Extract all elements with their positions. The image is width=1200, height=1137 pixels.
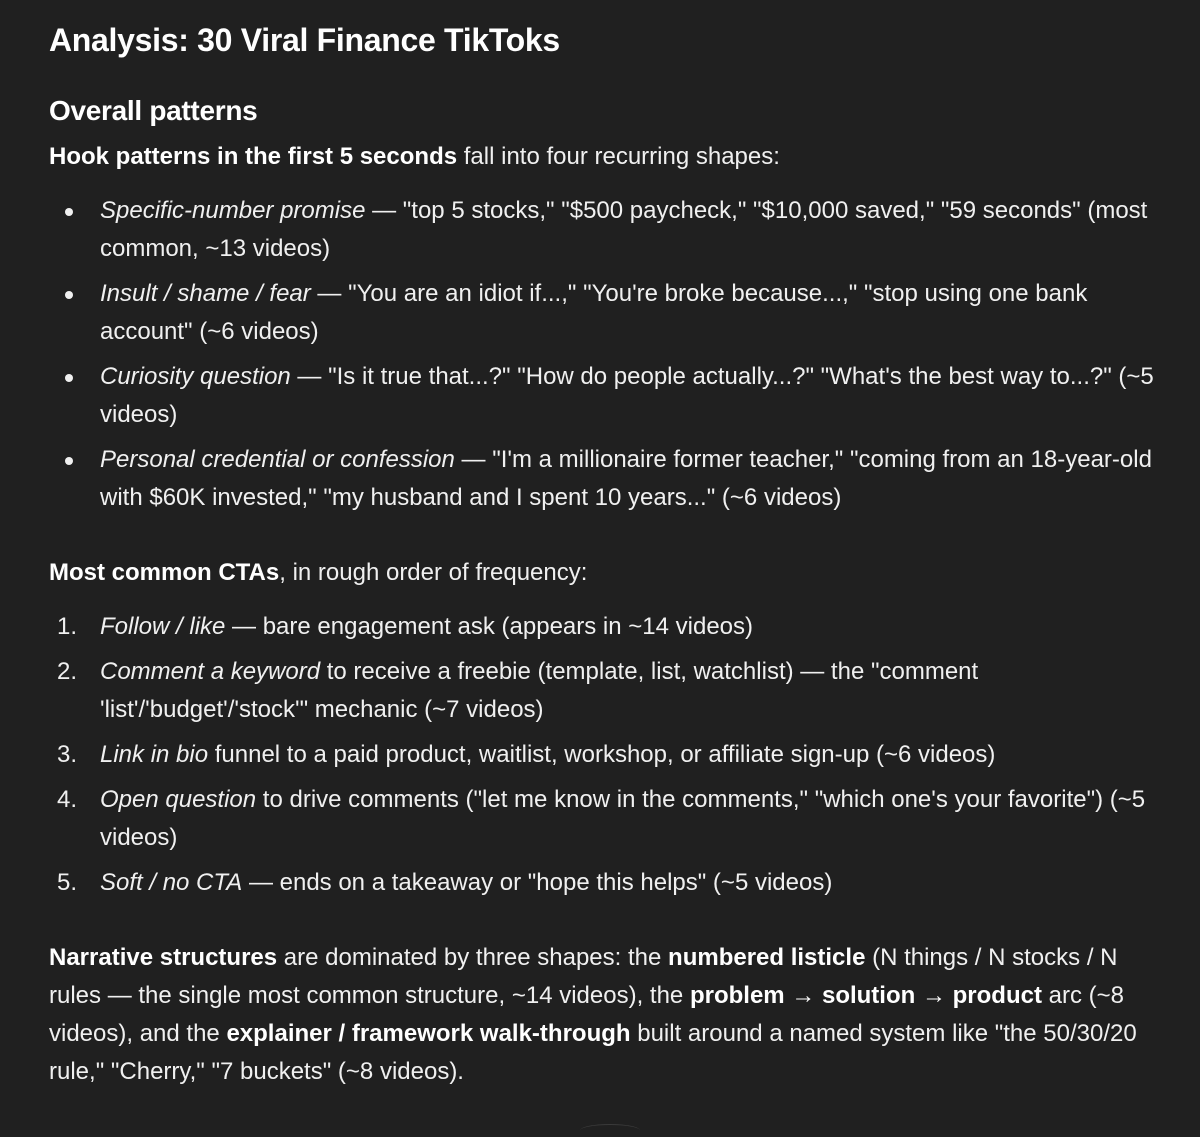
scroll-indicator[interactable] xyxy=(580,1124,640,1137)
list-item xyxy=(57,864,1160,902)
section-heading: Overall patterns xyxy=(49,95,258,126)
list-item xyxy=(100,441,1160,517)
list-item xyxy=(100,358,1160,434)
ctas-intro-text: , in rough order of frequency: xyxy=(279,559,588,586)
narrative-bold: Narrative structures xyxy=(49,944,278,971)
list-number: 5. xyxy=(57,869,78,896)
cta-label: Open question xyxy=(100,786,257,813)
ctas-intro xyxy=(49,554,1160,592)
narrative-bold: explainer / framework walk-through xyxy=(226,1020,631,1047)
hook-label: Insult / shame / fear xyxy=(100,280,311,307)
hooks-intro-bold: Hook patterns in the first 5 seconds xyxy=(49,143,458,170)
cta-label: Soft / no CTA xyxy=(100,869,243,896)
cta-label: Link in bio xyxy=(100,741,209,768)
list-item xyxy=(57,781,1160,857)
narrative-text: arc (~8 videos), and the xyxy=(49,982,1124,1047)
cta-text: to receive a freebie (template, list, watchlist) — the "comment 'list'/'budget'/'stock'" mechanic (~7 videos) xyxy=(100,658,979,723)
narrative-text: (N things / N stocks / N rules — the single most common structure, ~14 videos), the xyxy=(49,944,1118,1009)
bullet-icon xyxy=(65,291,73,299)
bullet-icon xyxy=(65,208,73,216)
hook-list xyxy=(49,192,1160,517)
narrative-text: are dominated by three shapes: the xyxy=(277,944,669,971)
narrative-bold: numbered listicle xyxy=(668,944,866,971)
hook-label: Curiosity question xyxy=(100,363,291,390)
hooks-intro xyxy=(49,138,1160,176)
hook-label: Personal credential or confession xyxy=(100,446,455,473)
cta-text: — bare engagement ask (appears in ~14 videos) xyxy=(225,613,754,640)
list-item xyxy=(100,275,1160,351)
hook-label: Specific-number promise xyxy=(100,197,366,224)
hook-text: — "top 5 stocks," "$500 paycheck," "$10,000 saved," "59 seconds" (most common, ~13 videos) xyxy=(100,197,1148,262)
narrative-text: built around a named system like "the 50/30/20 rule," "Cherry," "7 buckets" (~8 videos). xyxy=(49,1020,1137,1085)
list-item xyxy=(57,653,1160,729)
cta-text: to drive comments ("let me know in the comments," "which one's your favorite") (~5 videos) xyxy=(100,786,1146,851)
list-item xyxy=(57,736,1160,774)
cta-label: Comment a keyword xyxy=(100,658,321,685)
list-item xyxy=(100,192,1160,268)
list-number: 4. xyxy=(57,786,78,813)
list-number: 2. xyxy=(57,658,78,685)
ctas-intro-bold: Most common CTAs xyxy=(49,559,280,586)
list-number: 1. xyxy=(57,613,78,640)
narrative-paragraph xyxy=(49,939,1160,1091)
cta-list xyxy=(49,608,1160,902)
bullet-icon xyxy=(65,457,73,465)
page-title: Analysis: 30 Viral Finance TikToks xyxy=(49,22,560,58)
list-number: 3. xyxy=(57,741,78,768)
narrative-bold: problem → solution → product xyxy=(689,982,1042,1009)
list-item xyxy=(57,608,1160,646)
bullet-icon xyxy=(65,374,73,382)
hook-text: — "You are an idiot if...," "You're broke because...," "stop using one bank account" (~6 videos) xyxy=(100,280,1088,345)
hook-text: — "I'm a millionaire former teacher," "coming from an 18-year-old with $60K invested," "my husband and I spent 10 years..." (~6 videos) xyxy=(100,446,1152,511)
cta-text: funnel to a paid product, waitlist, workshop, or affiliate sign-up (~6 videos) xyxy=(208,741,996,768)
hooks-intro-text: fall into four recurring shapes: xyxy=(457,143,780,170)
cta-label: Follow / like xyxy=(100,613,226,640)
cta-text: — ends on a takeaway or "hope this helps" (~5 videos) xyxy=(242,869,833,896)
hook-text: — "Is it true that...?" "How do people actually...?" "What's the best way to...?" (~5 videos) xyxy=(100,363,1154,428)
